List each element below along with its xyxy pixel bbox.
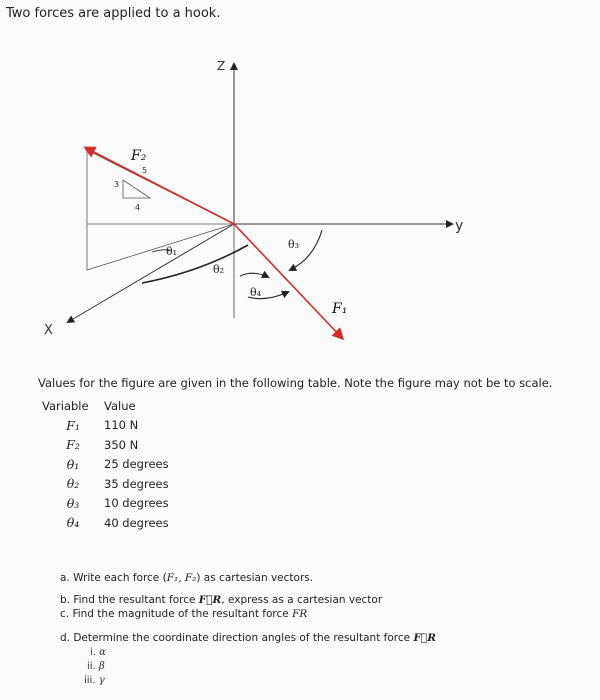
question-a: a. Write each force (F₁, F₂) as cartesian vectors. [60,572,314,584]
table-value: 35 degrees [104,476,169,491]
problem-intro: Two forces are applied to a hook. [6,6,221,21]
table-var: F₁ [66,417,80,433]
force-f2-arrow [86,148,234,224]
table-row [42,494,169,514]
table-row [42,455,169,475]
values-table [42,396,169,533]
theta2-label: θ₂ [213,263,225,276]
question-d: d. Determine the coordinate direction angles of the resultant force F⃗R [60,632,436,644]
header-value: Value [104,398,136,413]
table-var: θ₁ [66,456,80,472]
table-header-row [42,396,169,416]
slope-hyp-label: 5 [142,166,148,175]
question-b: b. Find the resultant force F⃗R, express as a cartesian vector [60,594,383,606]
header-variable: Variable [42,398,89,413]
table-var: θ₂ [66,476,80,492]
x-axis-label: X [44,323,53,338]
question-c: c. Find the magnitude of the resultant force FR [60,608,308,620]
f2-label: F₂ [131,148,147,164]
figure-note: Values for the figure are given in the following table. Note the figure may not be to scale. [38,376,553,390]
table-row [42,513,169,533]
table-value: 110 N [104,418,139,433]
table-var: θ₃ [66,495,80,511]
table-value: 40 degrees [104,515,169,530]
table-value: 10 degrees [104,496,169,511]
slope-triangle [123,180,150,198]
table-row [42,474,169,494]
theta3-label: θ₃ [288,238,300,251]
z-axis-label: Z [217,59,226,73]
table-value: 350 N [104,437,139,452]
theta2-arc [240,273,268,277]
f1-label: F₁ [332,301,348,317]
theta4-label: θ₄ [250,286,262,299]
slope-run-label: 4 [135,203,141,212]
table-row [42,435,169,455]
question-d-item: iii. γ [84,675,105,686]
table-value: 25 degrees [104,457,169,472]
y-axis-label: y [455,218,464,234]
table-var: F₂ [66,437,80,453]
table-row [42,416,169,436]
x-axis [68,224,234,322]
table-var: θ₄ [66,515,80,531]
theta1-label: θ₁ [166,245,178,258]
question-d-item: i. α [90,647,106,658]
question-d-item: ii. β [87,661,105,672]
force-diagram [0,40,600,375]
slope-rise-label: 3 [114,180,120,189]
